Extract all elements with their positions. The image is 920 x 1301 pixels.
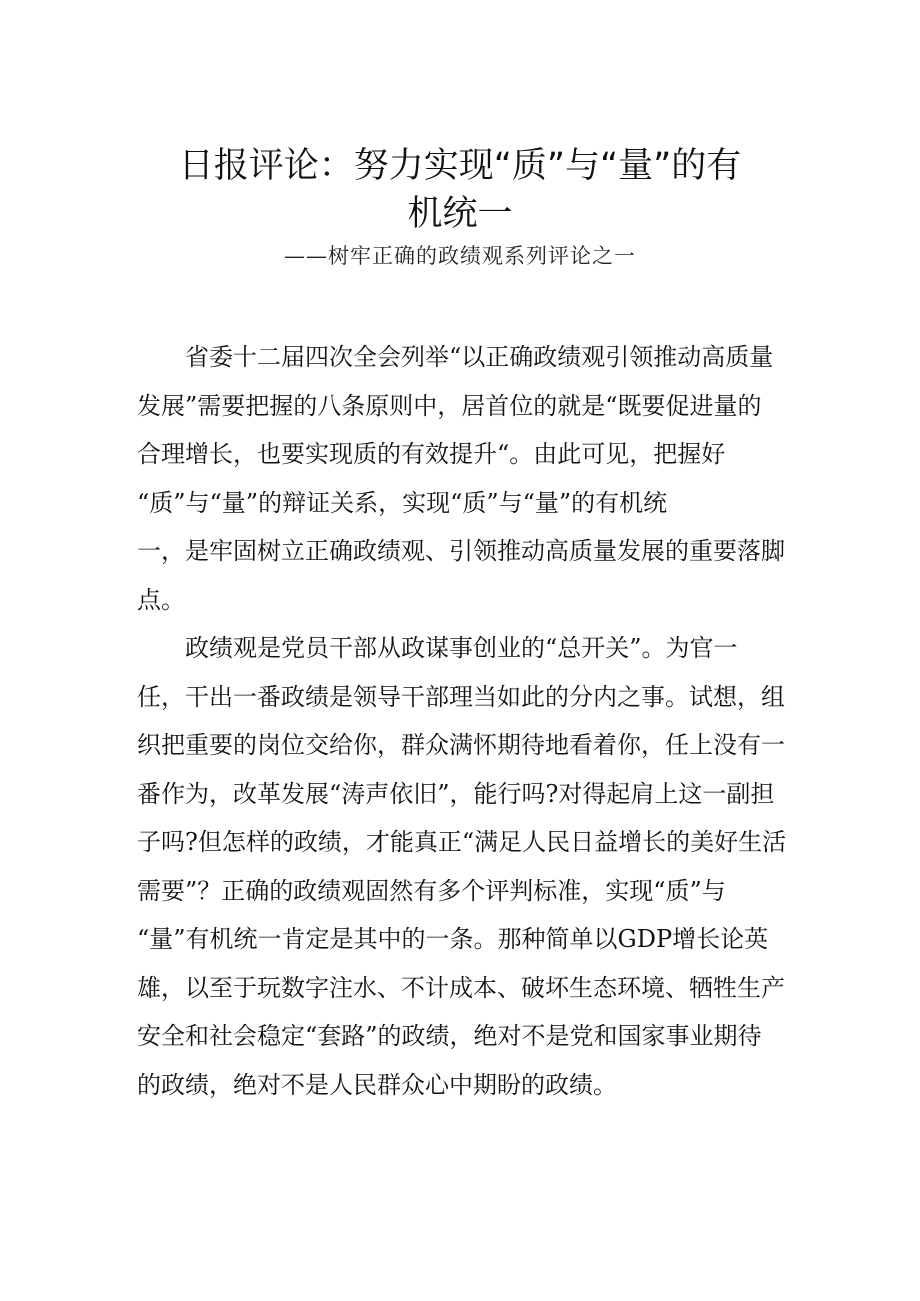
text-line: 合理增长，也要实现质的有效提升“。由此可见，把握好 — [137, 440, 726, 468]
text-line: 需要”？正确的政绩观固然有多个评判标准，实现“质”与 — [137, 876, 726, 905]
article-subtitle: ——树牢正确的政绩观系列评论之一 — [284, 244, 636, 268]
article-title-line-1: 日报评论：努力实现“质”与“量”的有 — [178, 146, 742, 186]
text-line: 点。 — [137, 585, 185, 614]
text-line: 政绩观是党员干部从政谋事创业的“总开关”。为官一 — [185, 634, 738, 662]
text-line: 任，干出一番政绩是领导干部理当如此的分内之事。试想，组 — [137, 682, 785, 711]
text-line: 织把重要的岗位交给你，群众满怀期待地看着你，任上没有一 — [137, 731, 785, 759]
text-line: “量”有机统一肯定是其中的一条。那种简单以GDP增长论英 — [137, 925, 769, 953]
text-line: 的政绩，绝对不是人民群众心中期盼的政绩。 — [137, 1070, 617, 1099]
paragraph-1 — [137, 333, 787, 624]
text-line: 一，是牢固树立正确政绩观、引领推动高质量发展的重要落脚 — [137, 537, 785, 565]
text-line: 番作为，改革发展“涛声依旧”，能行吗?对得起肩上这一副担 — [137, 779, 775, 808]
text-line: 雄，以至于玩数字注水、不计成本、破坏生态环境、牺牲生产 — [137, 973, 785, 1002]
paragraph-2 — [137, 624, 787, 1109]
text-line: 省委十二届四次全会列举“以正确政绩观引领推动高质量 — [185, 343, 774, 371]
text-line: “质”与“量”的辩证关系，实现“质”与“量”的有机统 — [137, 488, 668, 517]
text-line: 子吗?但怎样的政绩，才能真正“满足人民日益增长的美好生活 — [137, 828, 787, 856]
text-line: 发展”需要把握的八条原则中，居首位的就是“既要促进量的 — [137, 391, 762, 420]
article-title-line-2: 机统一 — [407, 194, 513, 234]
text-line: 安全和社会稳定“套路”的政绩，绝对不是党和国家事业期待 — [137, 1022, 762, 1050]
